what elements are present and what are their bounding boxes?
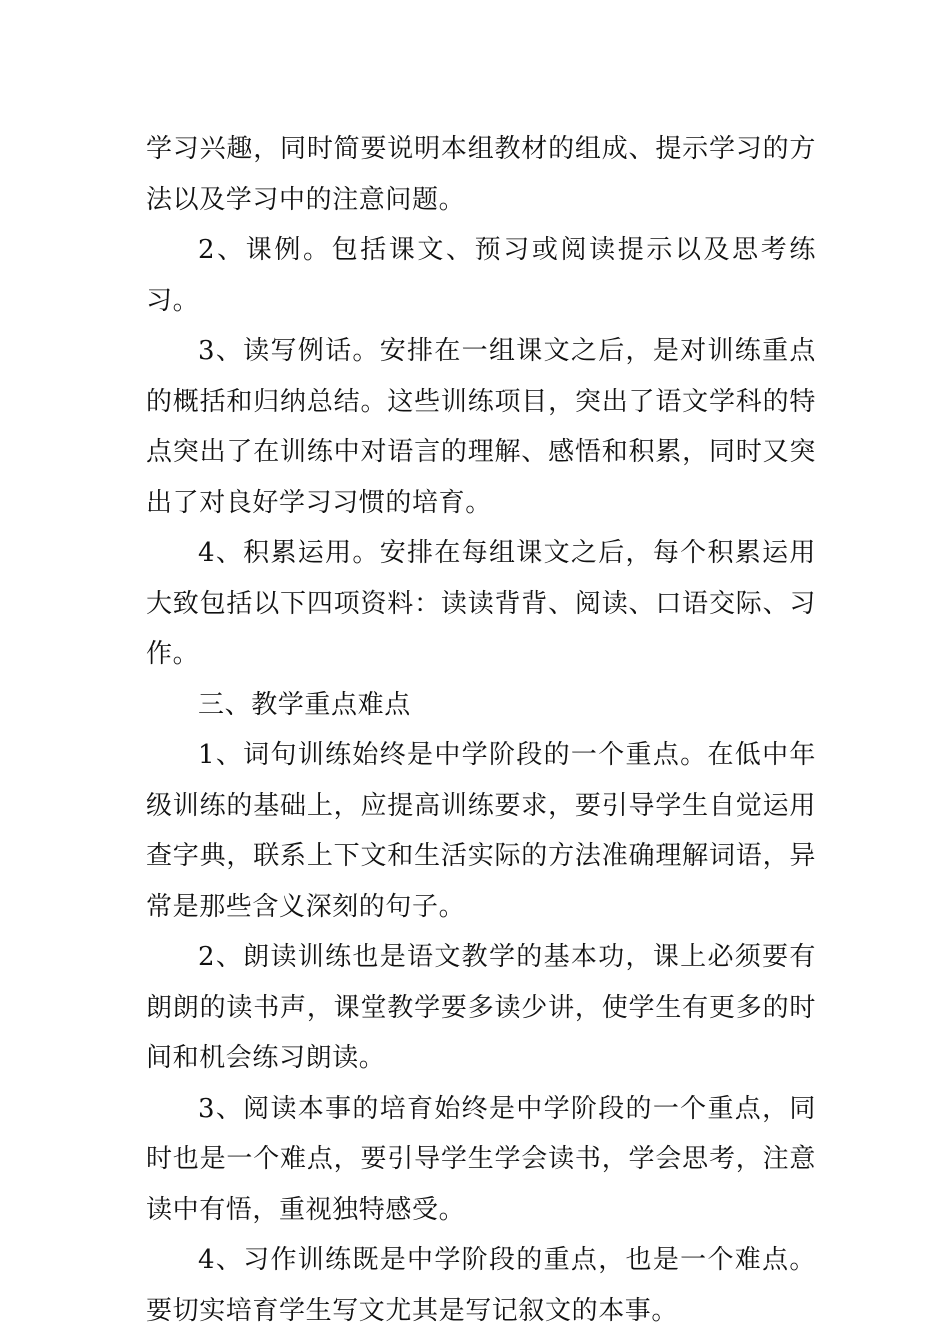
paragraph-accumulation-practice: 4、积累运用。安排在每组课文之后，每个积累运用大致包括以下四项资料：读读背背、阅读、口语交际、习作。 <box>146 538 816 669</box>
paragraph-continued-intro: 学习兴趣，同时简要说明本组教材的组成、提示学习的方法以及学习中的注意问题。 <box>146 134 816 215</box>
paragraph-writing-training: 4、习作训练既是中学阶段的重点，也是一个难点。要切实培育学生写文尤其是写记叙文的本事。 <box>146 1245 816 1326</box>
section-heading-teaching-focus: 三、教学重点难点 <box>198 689 411 720</box>
paragraph-course-examples: 2、课例。包括课文、预习或阅读提示以及思考练习。 <box>146 235 816 316</box>
paragraph-reading-writing-examples: 3、读写例话。安排在一组课文之后，是对训练重点的概括和归纳总结。这些训练项目，突出了语文学科的特点突出了在训练中对语言的理解、感悟和积累，同时又突出了对良好学习习惯的培育。 <box>146 336 816 518</box>
paragraph-reading-ability: 3、阅读本事的培育始终是中学阶段的一个重点，同时也是一个难点，要引导学生学会读书，学会思考，注意读中有悟，重视独特感受。 <box>146 1093 816 1225</box>
paragraph-reading-aloud-training: 2、朗读训练也是语文教学的基本功，课上必须要有朗朗的读书声，课堂教学要多读少讲，使学生有更多的时间和机会练习朗读。 <box>146 942 816 1073</box>
paragraph-vocabulary-training: 1、词句训练始终是中学阶段的一个重点。在低中年级训练的基础上，应提高训练要求，要引导学生自觉运用查字典，联系上下文和生活实际的方法准确理解词语，异常是那些含义深刻的句子。 <box>146 740 816 922</box>
document-body <box>146 124 816 1336</box>
